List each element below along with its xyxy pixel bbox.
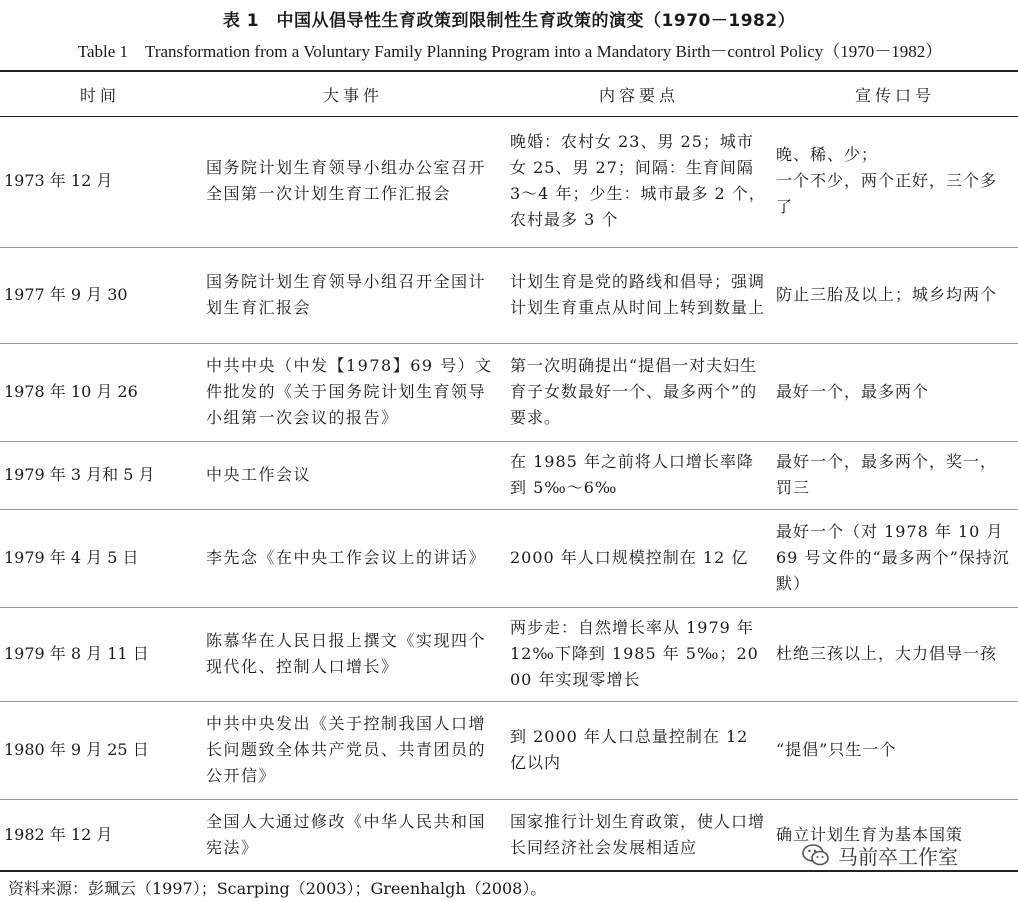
wechat-icon <box>802 843 830 867</box>
slogan-line: 晚、稀、少； 一个不少，两个正好，三个多了 <box>776 145 998 217</box>
row-event: 中共中央（中发【1978】69 号）文件批发的《关于国务院计划生育领导小组第一次会议的报告》 <box>200 343 506 441</box>
header-content: 内容要点 <box>598 85 679 105</box>
watermark-text: 马前卒工作室 <box>838 844 958 869</box>
row-slogan: 确立计划生育为基本国策 <box>776 824 964 844</box>
row-content: 在 1985 年之前将人口增长率降到 5‰～6‰ <box>506 441 772 509</box>
table-row <box>0 116 1018 247</box>
row-event: 中央工作会议 <box>200 441 506 509</box>
row-slogan: 最好一个，最多两个，奖一，罚三 <box>772 441 1018 509</box>
table-title-cn: 表 1 中国从倡导性生育政策到限制性生育政策的演变（1970－1982） <box>222 11 796 31</box>
row-time: 1980 年 9 月 25 日 <box>0 701 200 799</box>
row-slogan: “提倡”只生一个 <box>772 701 1018 799</box>
table-row <box>0 343 1018 441</box>
table-row <box>0 247 1018 343</box>
row-event: 李先念《在中央工作会议上的讲话》 <box>200 509 506 607</box>
row-slogan <box>772 116 1018 247</box>
source-note: 资料来源：彭珮云（1997）；Scarping（2003）；Greenhalgh（2008）。 <box>8 879 547 898</box>
row-content: 到 2000 年人口总量控制在 12 亿以内 <box>506 701 772 799</box>
table-row <box>0 701 1018 799</box>
row-time: 1979 年 3 月和 5 月 <box>0 441 200 509</box>
row-event: 国务院计划生育领导小组召开全国计划生育汇报会 <box>200 247 506 343</box>
header-event: 大事件 <box>322 85 383 105</box>
header-slogan: 宣传口号 <box>854 85 935 105</box>
row-event: 陈慕华在人民日报上撰文《实现四个现代化、控制人口增长》 <box>200 607 506 701</box>
row-content: 第一次明确提出“提倡一对夫妇生育子女数最好一个、最多两个”的要求。 <box>506 343 772 441</box>
table-row <box>0 509 1018 607</box>
row-time: 1978 年 10 月 26 <box>0 343 200 441</box>
table-header-row <box>0 72 1018 116</box>
row-event: 全国人大通过修改《中华人民共和国宪法》 <box>206 811 487 857</box>
row-slogan: 杜绝三孩以上，大力倡导一孩 <box>772 607 1018 701</box>
row-time: 1977 年 9 月 30 <box>0 247 200 343</box>
table-row <box>0 441 1018 509</box>
header-time: 时间 <box>79 85 120 105</box>
row-content: 两步走：自然增长率从 1979 年 12‰下降到 1985 年 5‰；2000 年实现零增长 <box>506 607 772 701</box>
row-slogan: 最好一个，最多两个 <box>772 343 1018 441</box>
row-content: 2000 年人口规模控制在 12 亿 <box>506 509 772 607</box>
row-slogan: 最好一个（对 1978 年 10 月 69 号文件的“最多两个”保持沉默） <box>772 509 1018 607</box>
row-content: 计划生育是党的路线和倡导；强调计划生育重点从时间上转到数量上 <box>506 247 772 343</box>
row-time: 1982 年 12 月 <box>4 824 113 844</box>
row-content: 国家推行计划生育政策，使人口增长同经济社会发展相适应 <box>510 811 766 857</box>
row-event: 中共中央发出《关于控制我国人口增长问题致全体共产党员、共青团员的公开信》 <box>200 701 506 799</box>
row-time: 1979 年 8 月 11 日 <box>0 607 200 701</box>
table-title-en: Table 1 Transformation from a Voluntary Family Planning Program into a Mandatory Birth－control Policy（1970－1982） <box>77 42 943 61</box>
row-slogan: 防止三胎及以上；城乡均两个 <box>772 247 1018 343</box>
row-content: 晚婚：农村女 23、男 25；城市女 25、男 27；间隔：生育间隔 3～4 年；少生：城市最多 2 个，农村最多 3 个 <box>506 116 772 247</box>
row-time: 1979 年 4 月 5 日 <box>0 509 200 607</box>
watermark <box>802 838 958 872</box>
policy-table <box>0 72 1018 870</box>
table-row <box>0 607 1018 701</box>
row-time: 1973 年 12 月 <box>0 116 200 247</box>
row-event: 国务院计划生育领导小组办公室召开全国第一次计划生育工作汇报会 <box>200 116 506 247</box>
